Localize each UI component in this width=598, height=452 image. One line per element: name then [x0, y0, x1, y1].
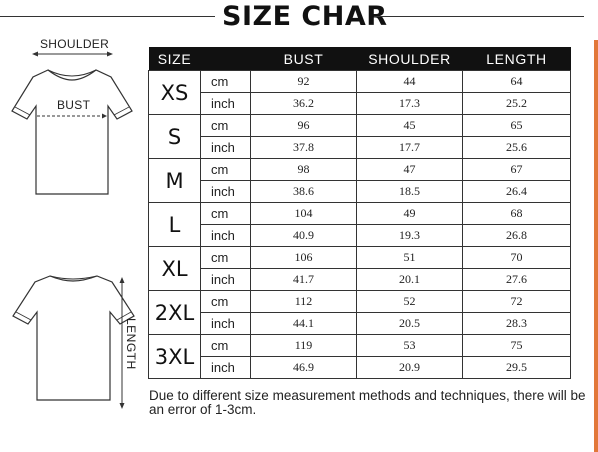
table-header-row: [149, 47, 571, 71]
bust-cell: 40.9: [251, 225, 357, 247]
column-header-size: SIZE: [149, 47, 201, 71]
length-cell: 65: [463, 115, 571, 137]
size-cell: XS: [149, 71, 201, 115]
bust-cell: 119: [251, 335, 357, 357]
unit-cell: inch: [201, 313, 251, 335]
size-cell: S: [149, 115, 201, 159]
bust-label: BUST: [57, 98, 91, 112]
table-row: [149, 115, 571, 137]
shoulder-label: SHOULDER: [40, 37, 110, 51]
bust-cell: 104: [251, 203, 357, 225]
bust-cell: 96: [251, 115, 357, 137]
length-cell: 67: [463, 159, 571, 181]
bust-cell: 92: [251, 71, 357, 93]
column-header-shoulder: SHOULDER: [357, 47, 463, 71]
length-cell: 29.5: [463, 357, 571, 379]
table-row: [149, 93, 571, 115]
length-cell: 28.3: [463, 313, 571, 335]
table-row: [149, 203, 571, 225]
bust-cell: 44.1: [251, 313, 357, 335]
unit-cell: cm: [201, 335, 251, 357]
shoulder-cell: 52: [357, 291, 463, 313]
table-row: [149, 181, 571, 203]
length-cell: 68: [463, 203, 571, 225]
column-header-length: LENGTH: [463, 47, 571, 71]
table-row: [149, 159, 571, 181]
shoulder-cell: 20.9: [357, 357, 463, 379]
table-row: [149, 357, 571, 379]
shoulder-cell: 44: [357, 71, 463, 93]
length-cell: 26.8: [463, 225, 571, 247]
bust-cell: 36.2: [251, 93, 357, 115]
bust-cell: 38.6: [251, 181, 357, 203]
shoulder-cell: 19.3: [357, 225, 463, 247]
shoulder-cell: 49: [357, 203, 463, 225]
shoulder-cell: 18.5: [357, 181, 463, 203]
bust-cell: 41.7: [251, 269, 357, 291]
length-cell: 25.2: [463, 93, 571, 115]
bust-cell: 106: [251, 247, 357, 269]
shoulder-cell: 17.3: [357, 93, 463, 115]
shoulder-cell: 47: [357, 159, 463, 181]
table-row: [149, 335, 571, 357]
shoulder-cell: 45: [357, 115, 463, 137]
unit-cell: cm: [201, 71, 251, 93]
unit-cell: inch: [201, 137, 251, 159]
length-cell: 64: [463, 71, 571, 93]
column-header-spacer: [201, 47, 251, 71]
length-label: LENGTH: [124, 318, 138, 370]
shoulder-cell: 20.1: [357, 269, 463, 291]
bust-cell: 98: [251, 159, 357, 181]
bust-cell: 112: [251, 291, 357, 313]
unit-cell: cm: [201, 159, 251, 181]
shoulder-cell: 51: [357, 247, 463, 269]
length-cell: 26.4: [463, 181, 571, 203]
title-rule-right: [374, 16, 584, 17]
size-cell: M: [149, 159, 201, 203]
length-cell: 75: [463, 335, 571, 357]
table-row: [149, 137, 571, 159]
size-cell: L: [149, 203, 201, 247]
unit-cell: inch: [201, 269, 251, 291]
size-chart-table: [148, 47, 571, 379]
column-header-bust: BUST: [251, 47, 357, 71]
table-row: [149, 247, 571, 269]
page-title: SIZE CHAR: [222, 1, 388, 32]
unit-cell: cm: [201, 115, 251, 137]
length-cell: 70: [463, 247, 571, 269]
table-row: [149, 71, 571, 93]
length-cell: 25.6: [463, 137, 571, 159]
error-note: Due to different size measurement methods and techniques, there will be an error of 1-3cm.: [149, 388, 586, 417]
tshirt-front-diagram: [0, 32, 145, 202]
unit-cell: inch: [201, 357, 251, 379]
shoulder-cell: 20.5: [357, 313, 463, 335]
table-row: [149, 269, 571, 291]
table-row: [149, 225, 571, 247]
unit-cell: inch: [201, 225, 251, 247]
table-row: [149, 313, 571, 335]
unit-cell: cm: [201, 203, 251, 225]
unit-cell: inch: [201, 93, 251, 115]
title-rule-left: [0, 16, 215, 17]
length-cell: 27.6: [463, 269, 571, 291]
table-row: [149, 291, 571, 313]
title-bar: [0, 0, 598, 34]
unit-cell: inch: [201, 181, 251, 203]
shoulder-cell: 17.7: [357, 137, 463, 159]
bust-cell: 37.8: [251, 137, 357, 159]
bust-cell: 46.9: [251, 357, 357, 379]
size-cell: 2XL: [149, 291, 201, 335]
size-cell: 3XL: [149, 335, 201, 379]
shoulder-cell: 53: [357, 335, 463, 357]
unit-cell: cm: [201, 291, 251, 313]
accent-bar: [594, 40, 598, 452]
size-cell: XL: [149, 247, 201, 291]
unit-cell: cm: [201, 247, 251, 269]
length-cell: 72: [463, 291, 571, 313]
